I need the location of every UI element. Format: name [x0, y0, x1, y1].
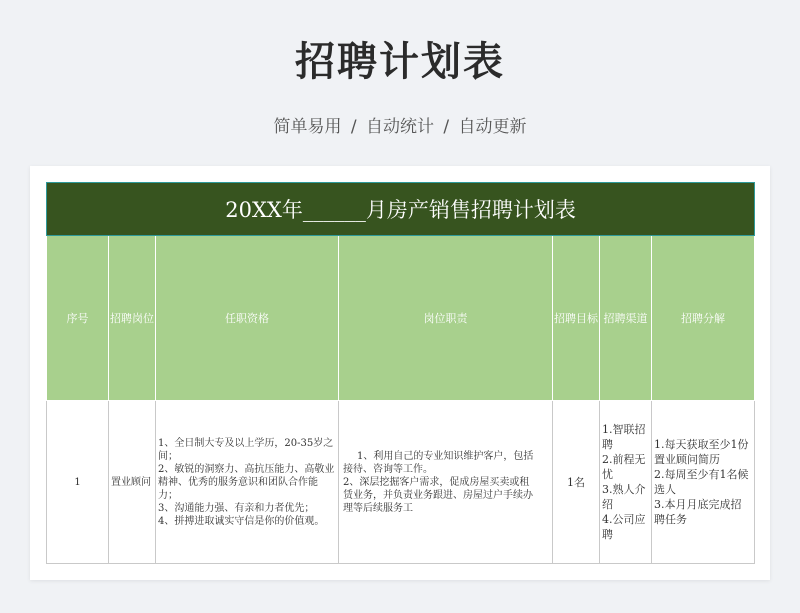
cell-channels[interactable] — [600, 401, 652, 564]
header-cell[interactable]: 招聘目标 — [553, 236, 600, 401]
duty-line: 1、利用自己的专业知识维护客户，包括接待、咨询等工作。 — [343, 450, 534, 475]
cell-qualifications[interactable] — [156, 401, 339, 564]
header-row — [47, 236, 755, 401]
cell-position[interactable]: 置业顾问 — [109, 401, 156, 564]
page-subtitle: 简单易用 / 自动统计 / 自动更新 — [273, 117, 527, 137]
breakdown-line: 2.每周至少有1名候选人 — [654, 468, 749, 496]
header-cell[interactable]: 任职资格 — [156, 236, 339, 401]
qualification-line: 1、全日制大专及以上学历，20-35岁之间； — [158, 437, 334, 462]
header-cell[interactable]: 岗位职责 — [339, 236, 553, 401]
channel-line: 4.公司应聘 — [602, 513, 646, 541]
table-row — [47, 401, 755, 564]
qualification-line: 4、拼搏进取诚实守信是你的价值观。 — [158, 515, 325, 527]
channel-line: 1.智联招聘 — [602, 423, 646, 451]
qualification-line: 2、敏锐的洞察力、高抗压能力、高敬业精神、优秀的服务意识和团队合作能力； — [158, 463, 335, 501]
channel-line: 3.熟人介绍 — [602, 483, 646, 511]
cell-target[interactable]: 1名 — [553, 401, 600, 564]
page-title: 招聘计划表 — [295, 39, 505, 85]
recruitment-table — [46, 182, 755, 564]
header-cell[interactable]: 招聘渠道 — [600, 236, 652, 401]
breakdown-line: 3.本月月底完成招聘任务 — [654, 498, 742, 526]
channel-line: 2.前程无忧 — [602, 453, 646, 481]
header-cell[interactable]: 序号 — [47, 236, 109, 401]
breakdown-line: 1.每天获取至少1份置业顾问简历 — [654, 438, 749, 466]
cell-breakdown[interactable] — [652, 401, 755, 564]
header-cell[interactable]: 招聘岗位 — [109, 236, 156, 401]
header-cell[interactable]: 招聘分解 — [652, 236, 755, 401]
duty-line: 2、深层挖掘客户需求，促成房屋买卖或租赁业务，并负责业务跟进、房屋过户手续办理等后续服务工 — [343, 476, 533, 514]
spreadsheet-card — [30, 166, 770, 580]
sheet-title[interactable]: 20XX年______月房产销售招聘计划表 — [47, 183, 755, 236]
qualification-line: 3、沟通能力强、有亲和力者优先； — [158, 502, 315, 514]
cell-no[interactable]: 1 — [47, 401, 109, 564]
cell-duties[interactable] — [339, 401, 553, 564]
